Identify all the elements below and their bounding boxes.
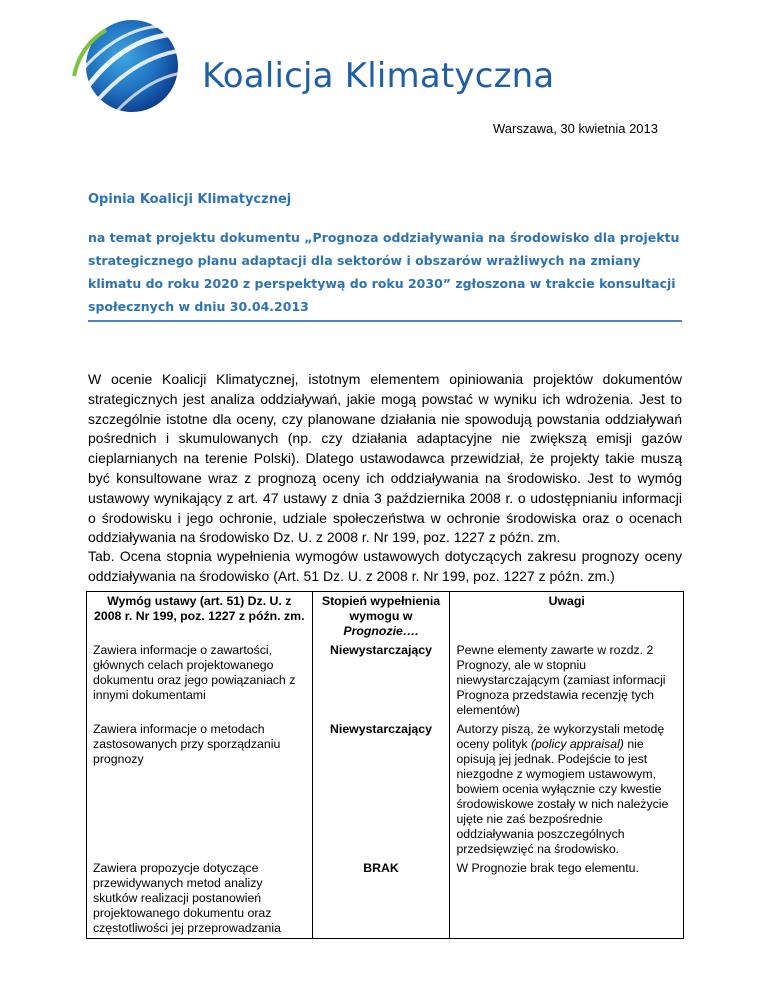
body-paragraph: W ocenie Koalicji Klimatycznej, istotnym elementem opiniowania projektów dokumentów strategicznych jest analiza oddziaływań, jakie mogą powstać w wyniku ich wdrożenia. Jest to szczególnie istotne dla oceny, czy planowane działania nie spowodują powstania oddziaływań pośrednich i skumulowanych (np. czy działania adaptacyjne nie zwiększą emisji gazów cieplarnianych na terenie Polski). Dlatego ustawodawca przewidział, że projekty takie muszą być konsultowane wraz z prognozą oceny ich oddziaływania na środowisko. Jest to wymóg ustawowy wynikający z art. 47 ustawy z dnia 3 października 2008 r. o udostępnianiu informacji o środowisku i jego ochronie, udziale społeczeństwa w ochronie środowiska oraz o ocenach oddziaływania na środowisko Dz. U. z 2008 r. Nr 199, poz. 1227 z późn. zm. — [88, 371, 682, 546]
opinion-subtitle: na temat projektu dokumentu „Prognoza oddziaływania na środowisko dla projektu strategicznego planu adaptacji dla sektorów i obszarów wrażliwych na zmiany klimatu do roku 2020 z perspektywą do roku 2030” zgłoszona w trakcie konsultacji społecznych w dniu 30.04.2013 — [88, 230, 680, 314]
table-row — [87, 859, 684, 939]
header-requirement: Wymóg ustawy (art. 51) Dz. U. z 2008 r. Nr 199, poz. 1227 z późn. zm. — [87, 592, 313, 642]
row3-notes: W Prognozie brak tego elementu. — [450, 859, 684, 939]
row1-degree: Niewystarczający — [312, 641, 450, 720]
document-date: Warszawa, 30 kwietnia 2013 — [493, 121, 658, 136]
logo-text: Koalicja Klimatyczna — [202, 56, 555, 96]
table-header-row — [87, 592, 684, 642]
row2-degree: Niewystarczający — [312, 720, 450, 859]
row2-requirement: Zawiera informacje o metodach zastosowanych przy sporządzaniu prognozy — [87, 720, 313, 859]
row1-requirement: Zawiera informacje o zawartości, głównych celach projektowanego dokumentu oraz jego powiązaniach z innymi dokumentami — [87, 641, 313, 720]
row2-notes — [450, 720, 684, 859]
header-notes: Uwagi — [450, 592, 684, 642]
table-caption: Tab. Ocena stopnia wypełnienia wymogów ustawowych dotyczących zakresu prognozy oceny oddziaływania na środowisko (Art. 51 Dz. U. z 2008 r. Nr 199, poz. 1227 z późn. zm.) — [88, 548, 682, 584]
header-degree — [312, 592, 450, 642]
opinion-title: Opinia Koalicji Klimatycznej — [88, 192, 292, 207]
header-degree-main: Stopień wypełnienia wymogu w — [321, 594, 441, 623]
table-row — [87, 641, 684, 720]
header-degree-italic: Prognozie…. — [343, 624, 419, 638]
heading-divider — [88, 320, 682, 322]
row2-notes-italic: (policy appraisal) — [530, 737, 624, 751]
row3-degree: BRAK — [312, 859, 450, 939]
row1-notes: Pewne elementy zawarte w rozdz. 2 Prognozy, ale w stopniu niewystarczającym (zamiast informacji Prognoza przedstawia recenzję tych elementów) — [450, 641, 684, 720]
row2-notes-before: Autorzy piszą, że wykorzystali metodę oceny polityk — [456, 722, 665, 751]
requirements-table — [86, 591, 684, 939]
row2-notes-after: nie opisują jej jednak. Podejście to jest niezgodne z wymogiem ustawowym, bowiem ocenia wyłącznie czy kwestie środowiskowe zostały w nich należycie ujęte nie zaś bezpośrednie oddziaływania poszczególnych przedsięwzięć na środowisko. — [456, 737, 669, 856]
table-row — [87, 720, 684, 859]
row3-requirement: Zawiera propozycje dotyczące przewidywanych metod analizy skutków realizacji postanowień projektowanego dokumentu oraz częstotliwości jej przeprowadzania — [87, 859, 313, 939]
logo — [66, 16, 586, 116]
globe-logo-icon — [66, 16, 198, 116]
